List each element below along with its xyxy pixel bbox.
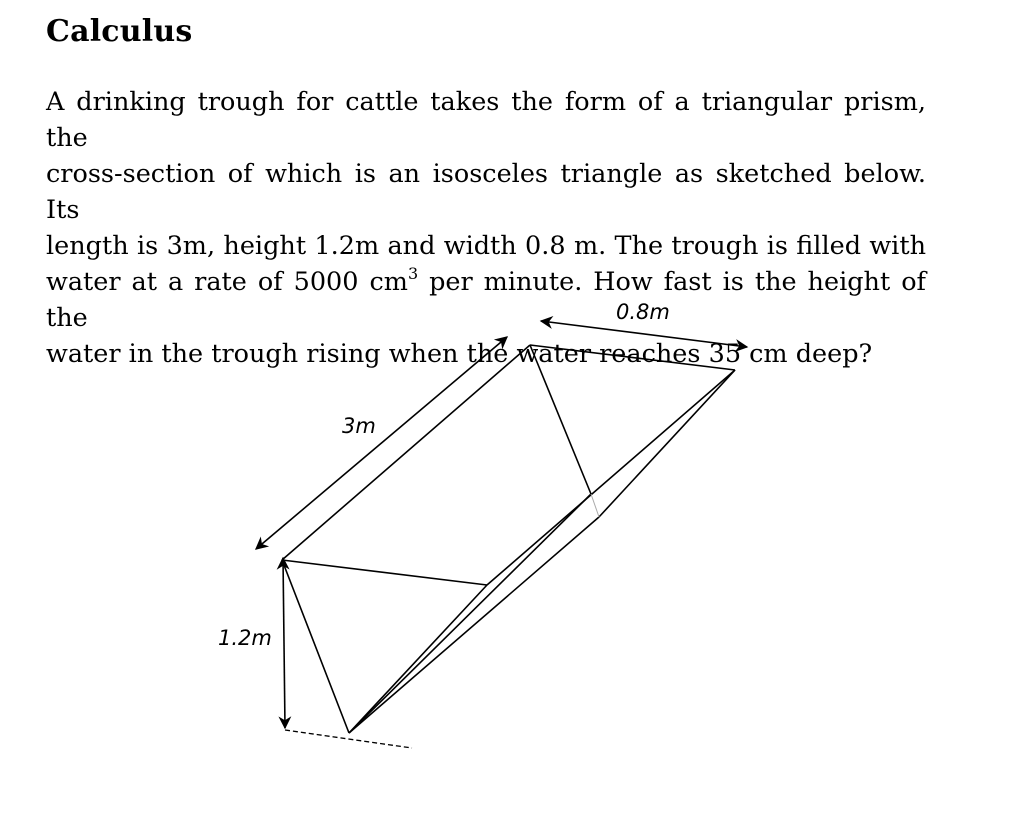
length-label: 3m <box>342 414 376 438</box>
back-top-edge <box>530 345 735 370</box>
front-top-edge <box>282 560 487 585</box>
top-right-long-edge <box>487 370 735 585</box>
height-dimension-arrow <box>283 558 285 728</box>
section-heading: Calculus <box>46 14 193 49</box>
length-dimension-arrow <box>256 337 507 549</box>
problem-line-3: length is 3m, height 1.2m and width 0.8 m. The trough is filled with <box>46 231 926 261</box>
hidden-edge-fragment <box>591 494 599 517</box>
prism-edges <box>282 345 735 733</box>
front-right-edge <box>349 585 487 733</box>
bottom-long-edge-upper <box>349 517 599 733</box>
width-label: 0.8m <box>616 300 670 324</box>
bottom-long-edge-lower <box>349 494 591 733</box>
problem-line-5: water in the trough rising when the water reaches 35 cm deep? <box>46 339 873 369</box>
rate-text: water at a rate of 5000 cm <box>46 267 408 297</box>
width-dimension-arrow <box>541 321 747 347</box>
problem-line-2: cross-section of which is an isosceles triangle as sketched below. Its <box>46 159 926 225</box>
rate-text-continued: per minute. How fast is the height of the <box>46 267 926 333</box>
front-left-edge <box>282 560 349 733</box>
back-left-edge <box>530 345 591 494</box>
top-left-long-edge <box>282 345 530 560</box>
height-label: 1.2m <box>218 626 272 650</box>
problem-line-1: A drinking trough for cattle takes the form of a triangular prism, the <box>46 87 926 153</box>
back-right-edge-front <box>599 370 735 517</box>
cubic-exponent: 3 <box>407 264 419 283</box>
